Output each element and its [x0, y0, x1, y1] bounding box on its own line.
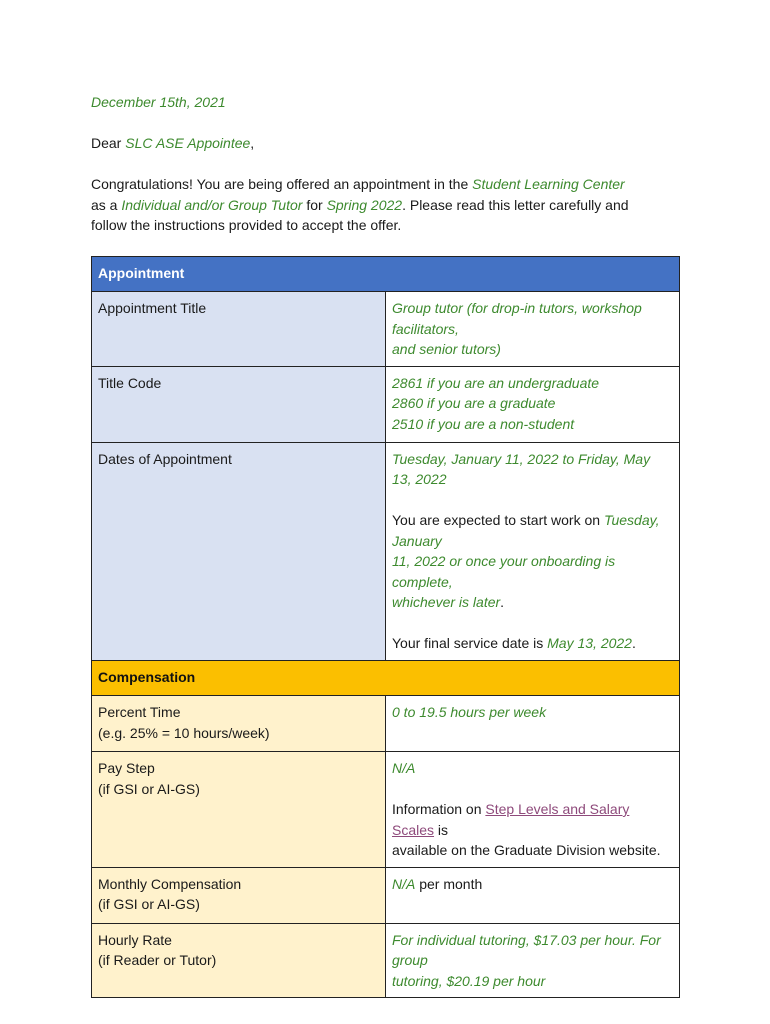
dates-label: Dates of Appointment	[92, 442, 386, 660]
title-code-value: 2861 if you are an undergraduate 2860 if you are a graduate 2510 if you are a non-student	[386, 366, 680, 442]
monthly-comp-value: N/A per month	[386, 867, 680, 923]
percent-time-label: Percent Time (e.g. 25% = 10 hours/week)	[92, 696, 386, 752]
title-code-label: Title Code	[92, 366, 386, 442]
appointment-table	[91, 256, 680, 999]
offer-letter	[91, 92, 681, 998]
hourly-rate-label: Hourly Rate (if Reader or Tutor)	[92, 923, 386, 998]
dates-value: Tuesday, January 11, 2022 to Friday, May 13, 2022 You are expected to start work on Tuesday, January 11, 2022 or once your onboarding is complete, whichever is later. Your final service date is May 13, 2022.	[386, 442, 680, 660]
step-levels-link[interactable]: Step Levels and Salary Scales	[392, 801, 630, 838]
compensation-header: Compensation	[92, 660, 680, 696]
appointment-title-label: Appointment Title	[92, 292, 386, 367]
salutation: Dear SLC ASE Appointee,	[91, 135, 255, 151]
letter-date: December 15th, 2021	[91, 94, 226, 110]
intro-paragraph: Congratulations! You are being offered an appointment in the Student Learning Center as a Individual and/or Group Tutor for Spring 2022. Please read this letter carefully and follow the instructions provided to accept the offer.	[91, 176, 629, 233]
appointment-header: Appointment	[92, 256, 680, 292]
monthly-comp-label: Monthly Compensation (if GSI or AI-GS)	[92, 867, 386, 923]
percent-time-value: 0 to 19.5 hours per week	[386, 696, 680, 752]
hourly-rate-value: For individual tutoring, $17.03 per hour. For group tutoring, $20.19 per hour	[386, 923, 680, 998]
appointment-title-value: Group tutor (for drop-in tutors, workshop facilitators, and senior tutors)	[386, 292, 680, 367]
pay-step-label: Pay Step (if GSI or AI-GS)	[92, 752, 386, 868]
pay-step-value: N/A Information on Step Levels and Salary Scales is available on the Graduate Division website.	[386, 752, 680, 868]
